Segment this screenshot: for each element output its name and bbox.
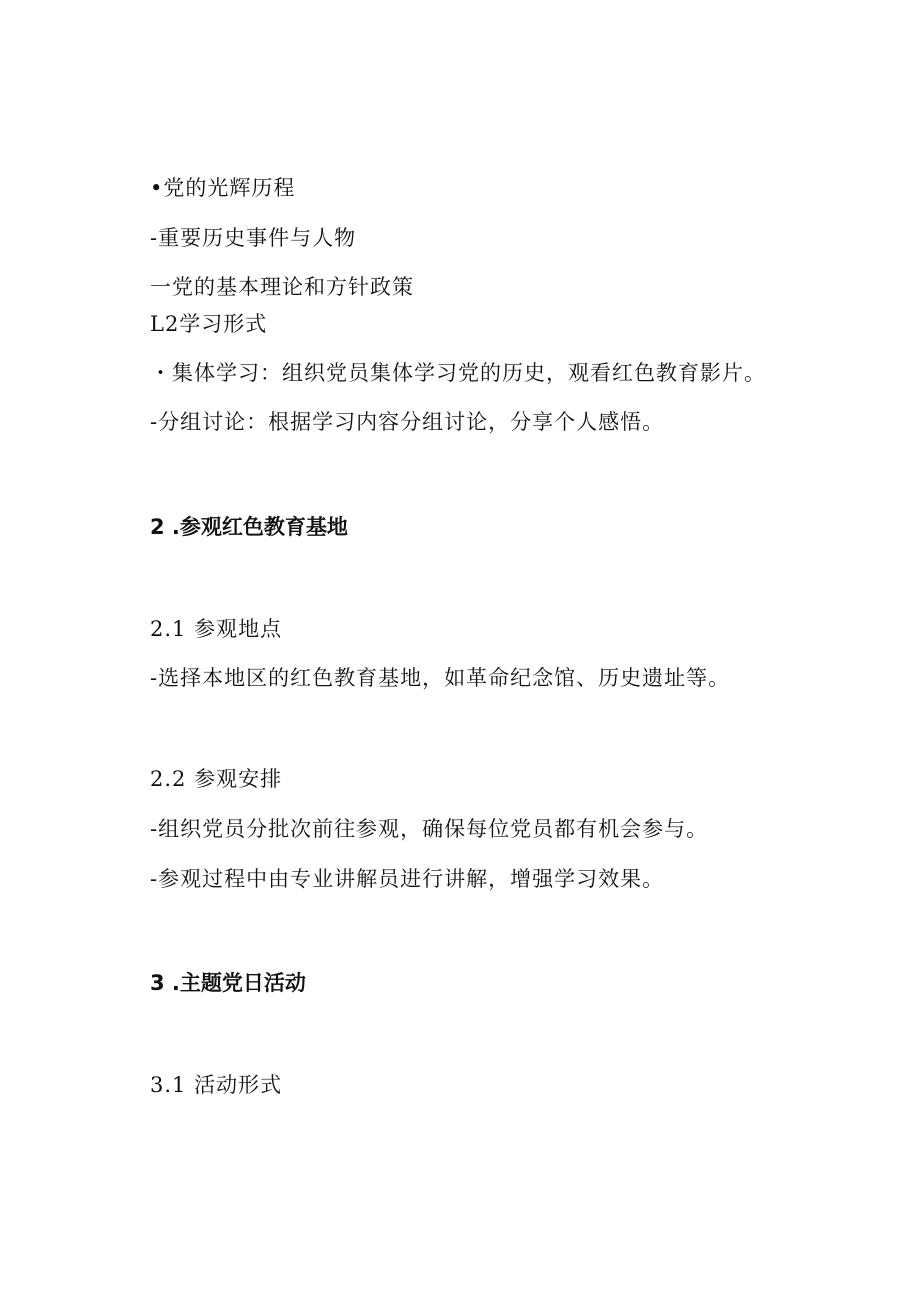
- list-item-historical-events: -重要历史事件与人物: [150, 226, 357, 250]
- list-item-guided-explanation: -参观过程中由专业讲解员进行讲解，增强学习效果。: [150, 867, 665, 891]
- subheading-visit-location: 2.1 参观地点: [150, 617, 283, 641]
- list-item-group-discussion: -分组讨论：根据学习内容分组讨论，分享个人感悟。: [150, 410, 665, 434]
- subheading-visit-arrangement: 2.2 参观安排: [150, 767, 283, 791]
- section-heading-red-education-base: 2 .参观红色教育基地: [150, 515, 348, 539]
- list-item-choose-base: -选择本地区的红色教育基地，如革命纪念馆、历史遗址等。: [150, 666, 731, 690]
- subheading-activity-form: 3.1 活动形式: [150, 1073, 283, 1097]
- list-item-party-history: •党的光辉历程: [150, 176, 296, 200]
- subheading-study-forms: L2学习形式: [150, 312, 268, 336]
- list-item-basic-theory: 一党的基本理论和方针政策: [150, 275, 414, 299]
- list-item-group-study: ・集体学习：组织党员集体学习党的历史，观看红色教育影片。: [150, 361, 766, 385]
- section-heading-party-day: 3 .主题党日活动: [150, 971, 306, 995]
- list-item-batch-visits: -组织党员分批次前往参观，确保每位党员都有机会参与。: [150, 817, 709, 841]
